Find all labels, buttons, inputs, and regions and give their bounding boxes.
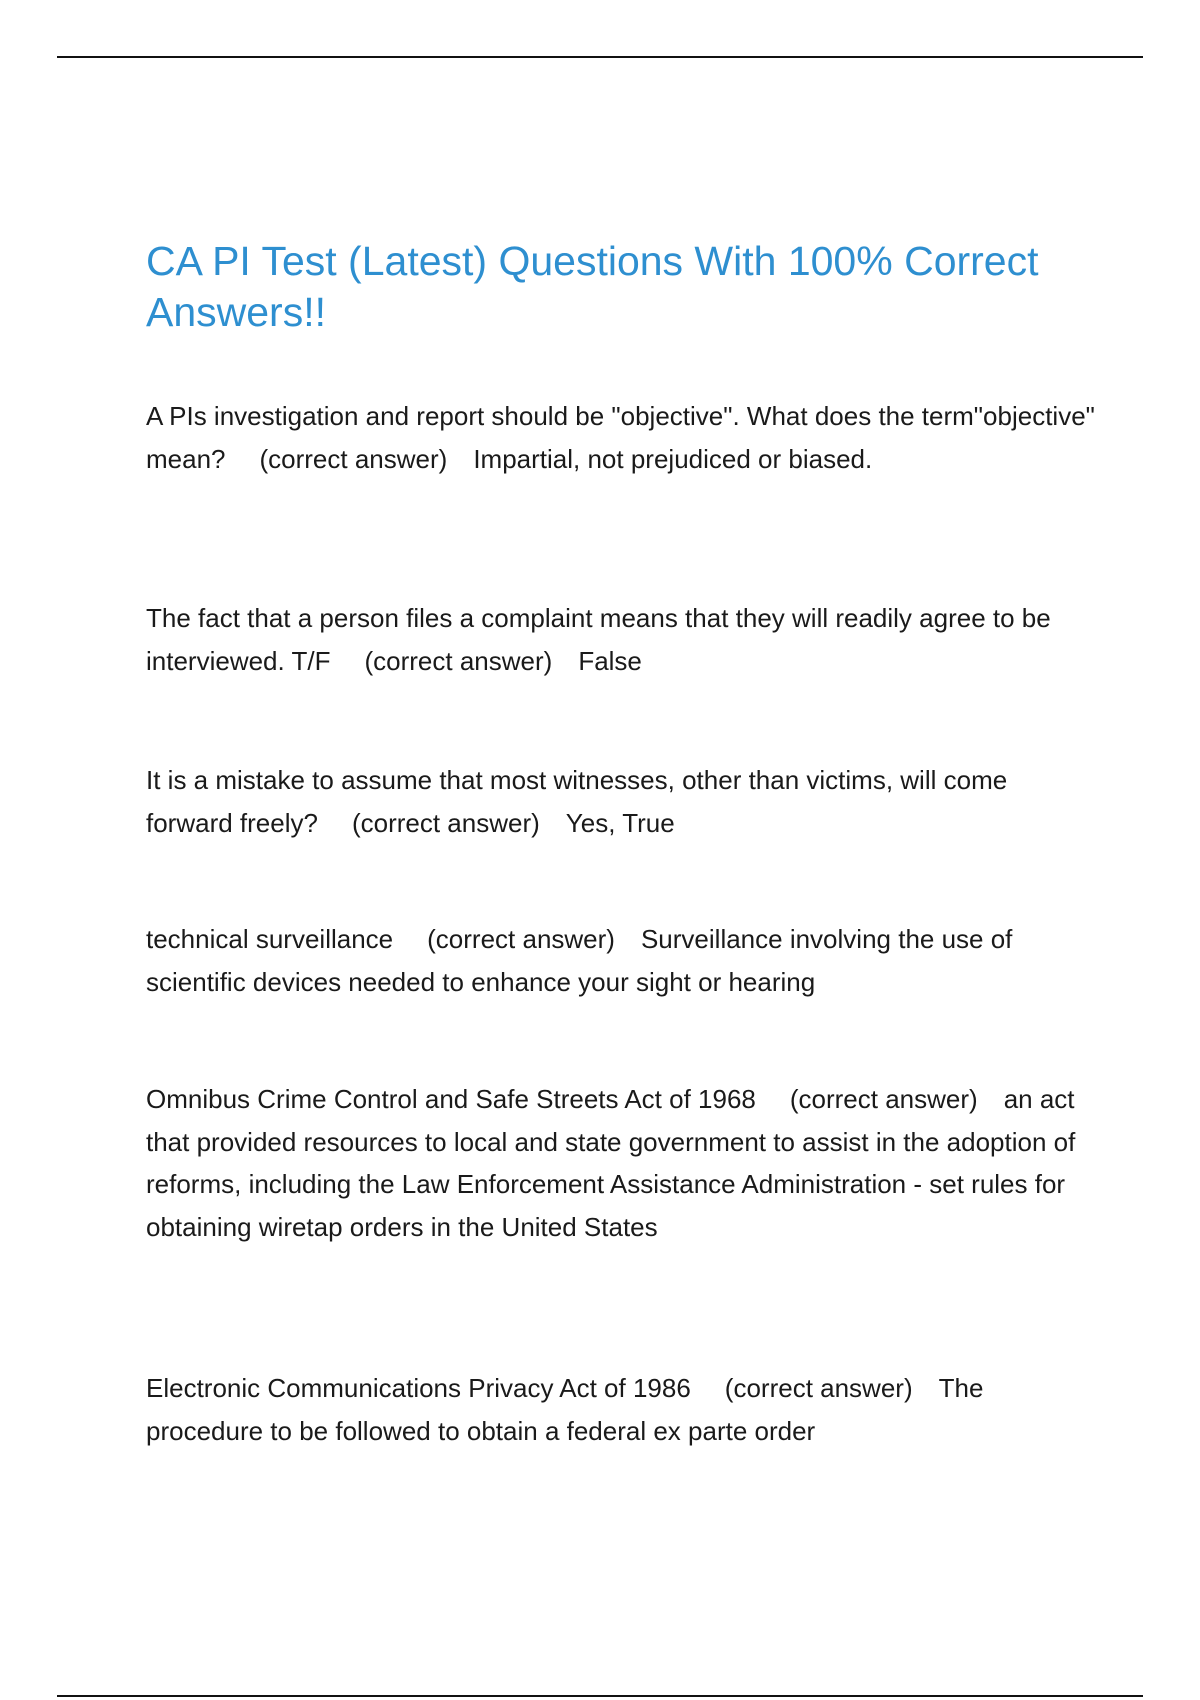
question: It is a mistake to assume that most witnesses, other than victims, will come forward freely?	[146, 765, 1008, 838]
qa-item	[146, 759, 1096, 844]
qa-item	[146, 395, 1096, 480]
answer: False	[578, 645, 642, 676]
answer-separator: (correct answer)	[427, 924, 615, 954]
answer-separator: (correct answer)	[724, 1373, 913, 1403]
qa-item	[146, 597, 1096, 682]
answer-separator: (correct answer)	[364, 645, 553, 676]
answer: Surveillance involving the use of scientific devices needed to enhance your sight or hearing	[146, 924, 1013, 997]
answer: an act that provided resources to local and state government to assist in the adoption of reforms, including the Law Enforcement Assistance Administration - set rules for obtaining wiretap orders in the United States	[146, 1084, 1076, 1242]
question: Electronic Communications Privacy Act of 1986	[146, 1373, 691, 1403]
answer: Impartial, not prejudiced or biased.	[473, 443, 873, 474]
bottom-rule	[57, 1695, 1143, 1697]
qa-item	[146, 1367, 1096, 1452]
top-rule	[57, 56, 1143, 58]
answer-separator: (correct answer)	[789, 1084, 978, 1114]
answer-separator: (correct answer)	[351, 807, 540, 838]
answer: Yes, True	[565, 807, 675, 838]
question: A PIs investigation and report should be "objective". What does the term"objective" mean?	[146, 401, 1095, 474]
document-title: CA PI Test (Latest) Questions With 100% Correct Answers!!	[146, 238, 1039, 335]
qa-item	[146, 1078, 1096, 1248]
answer: The procedure to be followed to obtain a federal ex parte order	[146, 1373, 984, 1446]
question: technical surveillance	[146, 924, 394, 954]
question: Omnibus Crime Control and Safe Streets Act of 1968	[146, 1084, 756, 1114]
qa-item	[146, 918, 1096, 1003]
question: The fact that a person files a complaint means that they will readily agree to be interviewed. T/F	[146, 603, 1051, 676]
answer-separator: (correct answer)	[259, 443, 448, 474]
